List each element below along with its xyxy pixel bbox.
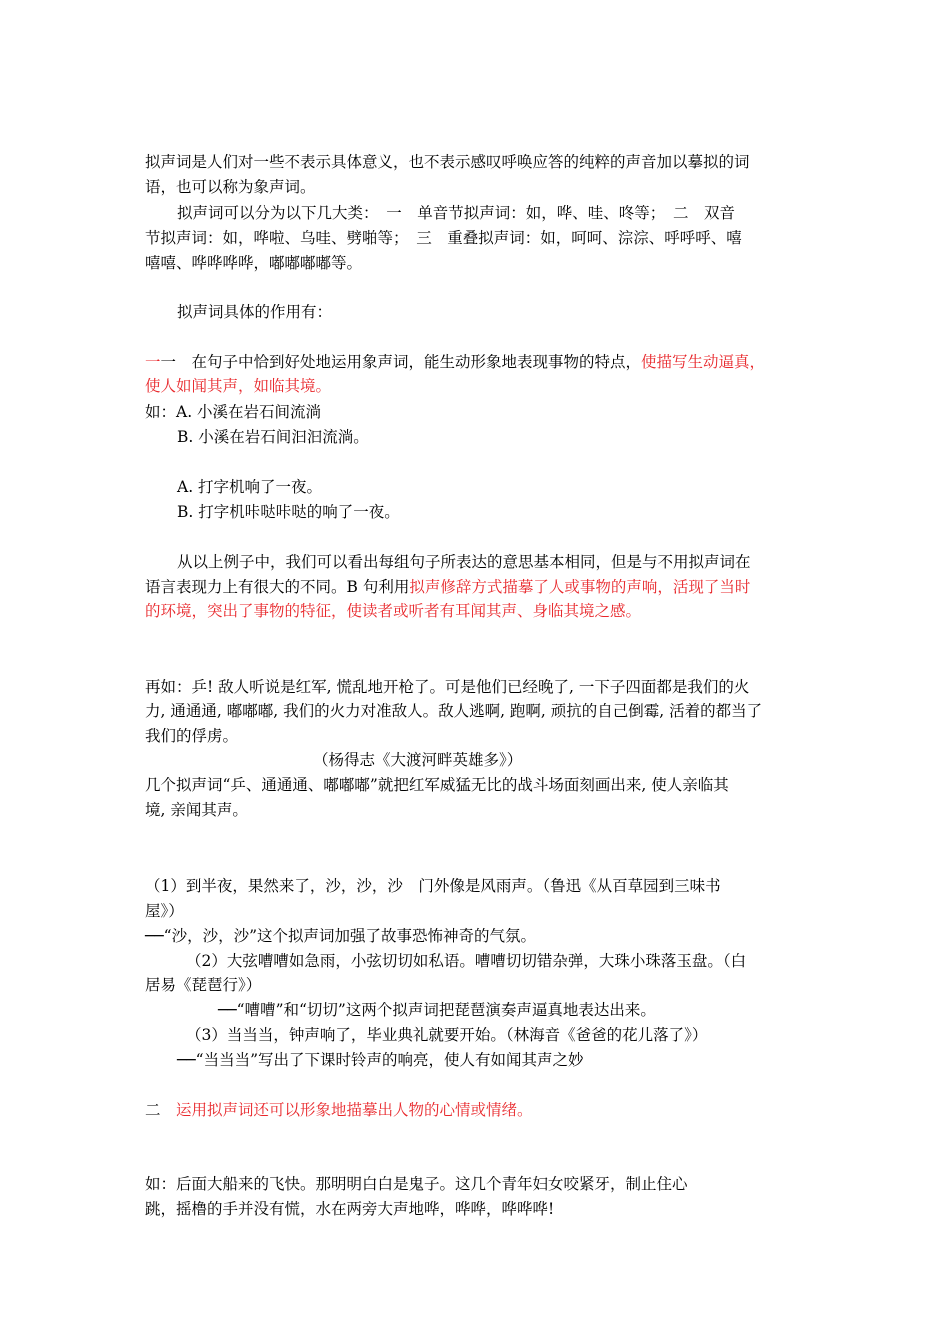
point-text: 一 在句子中恰到好处地运用象声词，能生动形象地表现事物的特点， <box>160 353 642 371</box>
comment-line: ──“当当当”写出了下课时铃声的响亮，使人有如闻其声之妙 <box>177 1051 584 1069</box>
paragraph-line: 语，也可以称为象声词。 <box>145 178 316 196</box>
paragraph-line: 我们的俘虏。 <box>145 727 239 745</box>
paragraph-line: 从以上例子中，我们可以看出每组句子所表达的意思基本相同，但是与不用拟声词在 <box>177 553 751 571</box>
paragraph-line: 拟声词可以分为以下几大类： 一 单音节拟声词：如，哗、哇、咚等； 二 双音 <box>177 204 736 222</box>
quote-line: （1）到半夜，果然来了，沙，沙，沙 门外像是风雨声。（鲁迅《从百草园到三味书 <box>145 877 721 895</box>
paragraph-line: 拟声词是人们对一些不表示具体意义，也不表示感叹呼唤应答的纯粹的声音加以摹拟的词 <box>145 153 750 171</box>
paragraph-line: 再如：乒! 敌人听说是红军, 慌乱地开枪了。可是他们已经晚了, 一下子四面都是我们的火 <box>145 678 750 696</box>
highlight-text: 运用拟声词还可以形象地描摹出人物的心情或情绪。 <box>176 1101 533 1119</box>
paragraph-line: 力, 通通通, 嘟嘟嘟, 我们的火力对准敌人。敌人逃啊, 跑啊, 顽抗的自己倒霉, 活着的都当了 <box>145 702 763 720</box>
quote-line: 屋》） <box>145 902 184 920</box>
highlight-line: 的环境，突出了事物的特征，使读者或听者有耳闻其声、身临其境之感。 <box>145 602 642 620</box>
point-two-line <box>145 1100 533 1120</box>
example-line: 如：后面大船来的飞快。那明明白白是鬼子。这几个青年妇女咬紧牙，制止住心 <box>145 1175 688 1193</box>
point-number: 二 <box>145 1101 177 1119</box>
quote-line: （2）大弦嘈嘈如急雨，小弦切切如私语。嘈嘈切切错杂弹，大珠小珠落玉盘。（白 <box>186 952 747 970</box>
point-number: 一 <box>145 353 161 371</box>
quote-line: 居易《琵琶行》） <box>145 976 262 994</box>
example-line: A. 打字机响了一夜。 <box>177 478 323 496</box>
example-line: 跳，摇橹的手并没有慌，水在两旁大声地哗，哗哗，哗哗哗! <box>145 1200 555 1218</box>
paragraph-line: 境, 亲闻其声。 <box>145 801 248 819</box>
highlight-text: 拟声修辞方式描摹了人或事物的声响，活现了当时 <box>409 578 751 596</box>
point-one-line <box>145 352 765 372</box>
comment-line: ──“沙，沙，沙”这个拟声词加强了故事恐怖神奇的气氛。 <box>145 927 537 945</box>
plain-text: 语言表现力上有很大的不同。B 句利用 <box>145 578 410 596</box>
paragraph-line: 几个拟声词“乒、通通通、嘟嘟嘟”就把红军威猛无比的战斗场面刻画出来, 使人亲临其 <box>145 776 729 794</box>
section-intro: 拟声词具体的作用有： <box>177 303 333 321</box>
quote-line: （3）当当当，钟声响了，毕业典礼就要开始。（林海音《爸爸的花儿落了》） <box>186 1026 708 1044</box>
highlight-line: 使人如闻其声，如临其境。 <box>145 377 332 395</box>
example-line: B. 打字机咔哒咔哒的响了一夜。 <box>177 503 400 521</box>
source-citation: （杨得志《大渡河畔英雄多》） <box>313 751 523 769</box>
example-line: B. 小溪在岩石间汩汩流淌。 <box>177 428 369 446</box>
highlight-text: 使描写生动逼真， <box>641 353 766 371</box>
example-line: 如：A. 小溪在岩石间流淌 <box>145 403 322 421</box>
comment-line: ──“嘈嘈”和“切切”这两个拟声词把琵琶演奏声逼真地表达出来。 <box>218 1001 656 1019</box>
paragraph-line <box>145 577 750 597</box>
paragraph-line: 嘻嘻、哗哗哗哗，嘟嘟嘟嘟等。 <box>145 254 363 272</box>
paragraph-line: 节拟声词：如，哗啦、乌哇、劈啪等； 三 重叠拟声词：如，呵呵、淙淙、呼呼呼、嘻 <box>145 229 742 247</box>
